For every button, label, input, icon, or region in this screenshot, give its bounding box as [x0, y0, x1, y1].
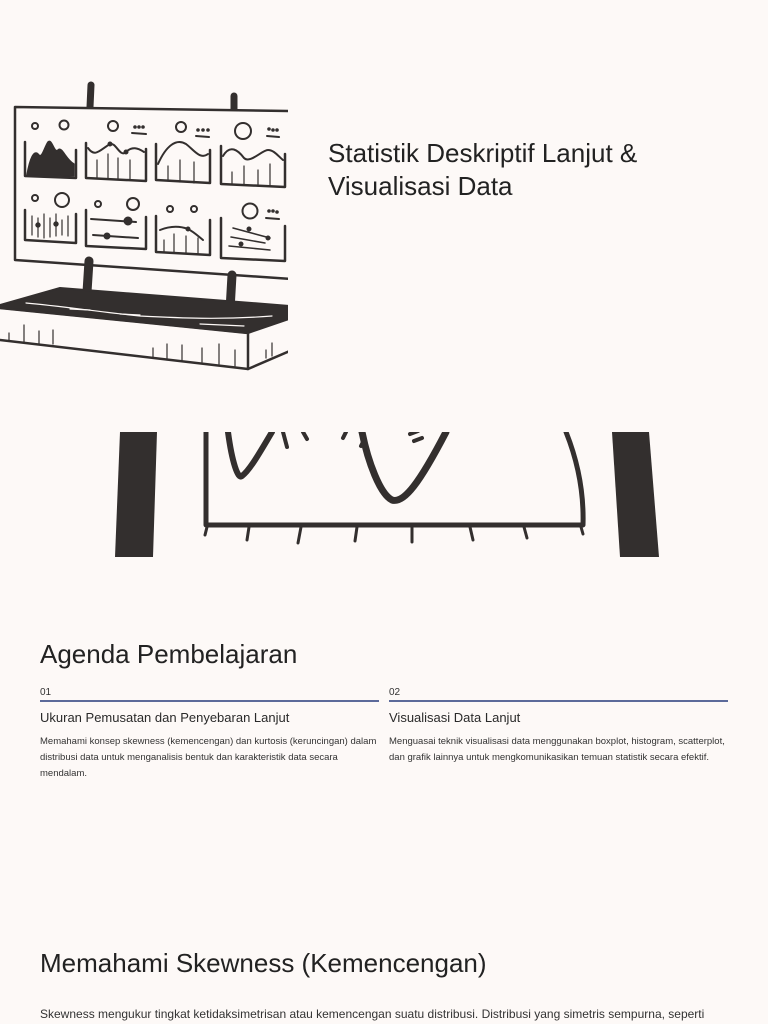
page-title: Statistik Deskriptif Lanjut & Visualisasi Data — [328, 138, 638, 201]
agenda-list — [40, 687, 728, 782]
agenda-item-number: 02 — [389, 687, 728, 702]
agenda-heading: Agenda Pembelajaran — [40, 639, 298, 669]
chart-sketch-icon — [0, 432, 768, 557]
analytics-dashboard-icon — [0, 80, 288, 372]
section-heading: Memahami Skewness (Kemencengan) — [40, 948, 487, 978]
agenda-item-description: Menguasai teknik visualisasi data menggunakan boxplot, histogram, scatterplot, dan grafik lainnya untuk mengkomunikasikan temuan statistik secara efektif. — [389, 736, 725, 763]
analytics-dashboard-illustration — [0, 80, 288, 372]
agenda-item — [389, 687, 728, 782]
agenda-item-title: Ukuran Pemusatan dan Penyebaran Lanjut — [40, 710, 290, 725]
agenda-item-number: 01 — [40, 687, 379, 702]
section-body-text: Skewness mengukur tingkat ketidaksimetrisan atau kemencengan suatu distribusi. Distribusi yang simetris sempurna, seperti — [40, 1007, 705, 1021]
chart-detail-illustration — [0, 432, 768, 557]
agenda-item — [40, 687, 379, 782]
agenda-item-title: Visualisasi Data Lanjut — [389, 710, 521, 725]
agenda-item-description: Memahami konsep skewness (kemencengan) dan kurtosis (keruncingan) dalam distribusi data untuk menganalisis bentuk dan karakteristik data secara mendalam. — [40, 736, 377, 779]
